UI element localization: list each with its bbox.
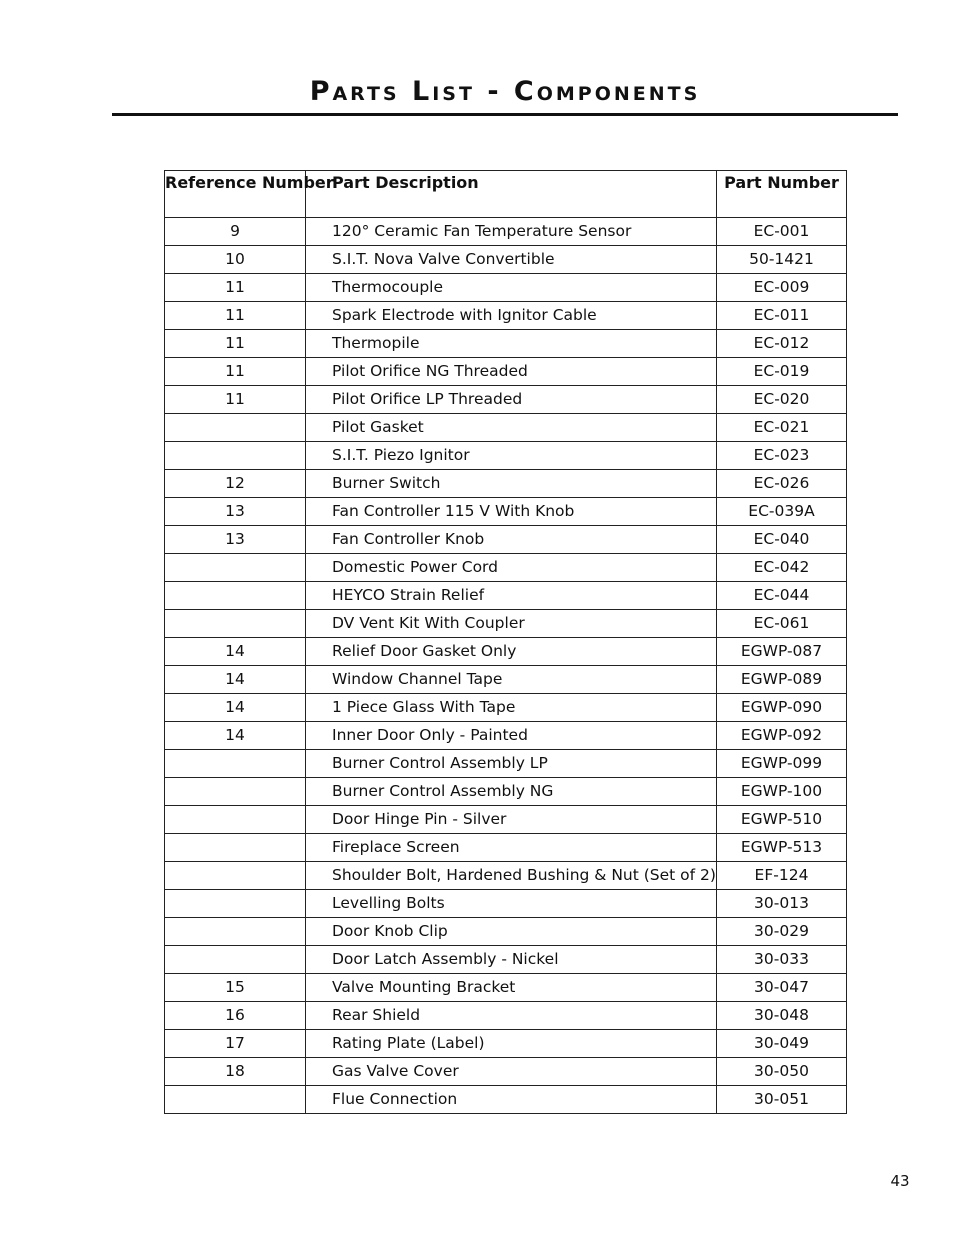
reference-cell bbox=[165, 946, 306, 974]
table-row bbox=[165, 442, 847, 470]
part-number-cell: EC-044 bbox=[717, 582, 847, 610]
table-row bbox=[165, 806, 847, 834]
table-row bbox=[165, 358, 847, 386]
table-row bbox=[165, 330, 847, 358]
reference-cell: 11 bbox=[165, 330, 306, 358]
reference-cell bbox=[165, 806, 306, 834]
part-number-cell: EGWP-089 bbox=[717, 666, 847, 694]
description-cell: Fan Controller 115 V With Knob bbox=[306, 498, 717, 526]
description-cell: Domestic Power Cord bbox=[306, 554, 717, 582]
description-cell: Thermopile bbox=[306, 330, 717, 358]
part-number-cell: EGWP-513 bbox=[717, 834, 847, 862]
parts-table-body bbox=[165, 218, 847, 1114]
part-number-cell: EC-020 bbox=[717, 386, 847, 414]
part-number-cell: EC-009 bbox=[717, 274, 847, 302]
part-number-cell: EGWP-510 bbox=[717, 806, 847, 834]
description-cell: Inner Door Only - Painted bbox=[306, 722, 717, 750]
table-row bbox=[165, 414, 847, 442]
reference-cell bbox=[165, 834, 306, 862]
table-row bbox=[165, 638, 847, 666]
reference-cell: 18 bbox=[165, 1058, 306, 1086]
header-reference-number: Reference Number bbox=[165, 171, 306, 218]
reference-cell: 14 bbox=[165, 638, 306, 666]
part-number-cell: EC-026 bbox=[717, 470, 847, 498]
reference-cell: 11 bbox=[165, 274, 306, 302]
table-row bbox=[165, 582, 847, 610]
part-number-cell: 30-029 bbox=[717, 918, 847, 946]
description-cell: Burner Control Assembly NG bbox=[306, 778, 717, 806]
reference-cell: 12 bbox=[165, 470, 306, 498]
parts-table bbox=[164, 170, 847, 1114]
part-number-cell: EGWP-090 bbox=[717, 694, 847, 722]
part-number-cell: EC-001 bbox=[717, 218, 847, 246]
description-cell: S.I.T. Piezo Ignitor bbox=[306, 442, 717, 470]
description-cell: Fireplace Screen bbox=[306, 834, 717, 862]
reference-cell bbox=[165, 750, 306, 778]
part-number-cell: 30-050 bbox=[717, 1058, 847, 1086]
description-cell: DV Vent Kit With Coupler bbox=[306, 610, 717, 638]
table-row bbox=[165, 946, 847, 974]
part-number-cell: EGWP-099 bbox=[717, 750, 847, 778]
part-number-cell: 30-049 bbox=[717, 1030, 847, 1058]
description-cell: Spark Electrode with Ignitor Cable bbox=[306, 302, 717, 330]
table-header-row bbox=[165, 171, 847, 218]
description-cell: Pilot Orifice NG Threaded bbox=[306, 358, 717, 386]
table-row bbox=[165, 610, 847, 638]
reference-cell: 15 bbox=[165, 974, 306, 1002]
header-part-number: Part Number bbox=[717, 171, 847, 218]
reference-cell: 14 bbox=[165, 666, 306, 694]
reference-cell: 11 bbox=[165, 358, 306, 386]
description-cell: Door Knob Clip bbox=[306, 918, 717, 946]
reference-cell: 14 bbox=[165, 722, 306, 750]
table-row bbox=[165, 386, 847, 414]
part-number-cell: EC-011 bbox=[717, 302, 847, 330]
part-number-cell: EC-019 bbox=[717, 358, 847, 386]
part-number-cell: 30-047 bbox=[717, 974, 847, 1002]
description-cell: Burner Switch bbox=[306, 470, 717, 498]
part-number-cell: EGWP-100 bbox=[717, 778, 847, 806]
description-cell: Valve Mounting Bracket bbox=[306, 974, 717, 1002]
table-row bbox=[165, 890, 847, 918]
description-cell: Burner Control Assembly LP bbox=[306, 750, 717, 778]
reference-cell bbox=[165, 778, 306, 806]
part-number-cell: 30-051 bbox=[717, 1086, 847, 1114]
part-number-cell: EC-040 bbox=[717, 526, 847, 554]
table-row bbox=[165, 554, 847, 582]
description-cell: Rear Shield bbox=[306, 1002, 717, 1030]
reference-cell bbox=[165, 414, 306, 442]
table-row bbox=[165, 302, 847, 330]
description-cell: 1 Piece Glass With Tape bbox=[306, 694, 717, 722]
description-cell: Thermocouple bbox=[306, 274, 717, 302]
description-cell: Shoulder Bolt, Hardened Bushing & Nut (Set of 2) bbox=[306, 862, 717, 890]
reference-cell bbox=[165, 442, 306, 470]
table-row bbox=[165, 1058, 847, 1086]
reference-cell bbox=[165, 890, 306, 918]
description-cell: HEYCO Strain Relief bbox=[306, 582, 717, 610]
description-cell: Flue Connection bbox=[306, 1086, 717, 1114]
table-row bbox=[165, 526, 847, 554]
description-cell: Window Channel Tape bbox=[306, 666, 717, 694]
table-row bbox=[165, 666, 847, 694]
table-row bbox=[165, 694, 847, 722]
description-cell: Relief Door Gasket Only bbox=[306, 638, 717, 666]
reference-cell bbox=[165, 610, 306, 638]
reference-cell bbox=[165, 582, 306, 610]
description-cell: Pilot Gasket bbox=[306, 414, 717, 442]
part-number-cell: EC-039A bbox=[717, 498, 847, 526]
reference-cell: 10 bbox=[165, 246, 306, 274]
reference-cell: 17 bbox=[165, 1030, 306, 1058]
table-row bbox=[165, 1030, 847, 1058]
table-row bbox=[165, 1086, 847, 1114]
part-number-cell: EC-012 bbox=[717, 330, 847, 358]
table-row bbox=[165, 862, 847, 890]
reference-cell: 14 bbox=[165, 694, 306, 722]
part-number-cell: 30-048 bbox=[717, 1002, 847, 1030]
table-row bbox=[165, 722, 847, 750]
reference-cell bbox=[165, 918, 306, 946]
reference-cell: 9 bbox=[165, 218, 306, 246]
reference-cell bbox=[165, 862, 306, 890]
part-number-cell: 50-1421 bbox=[717, 246, 847, 274]
reference-cell bbox=[165, 554, 306, 582]
reference-cell: 13 bbox=[165, 498, 306, 526]
reference-cell: 11 bbox=[165, 302, 306, 330]
table-row bbox=[165, 974, 847, 1002]
part-number-cell: EGWP-092 bbox=[717, 722, 847, 750]
description-cell: Levelling Bolts bbox=[306, 890, 717, 918]
description-cell: S.I.T. Nova Valve Convertible bbox=[306, 246, 717, 274]
table-row bbox=[165, 498, 847, 526]
part-number-cell: EC-042 bbox=[717, 554, 847, 582]
reference-cell: 13 bbox=[165, 526, 306, 554]
description-cell: 120° Ceramic Fan Temperature Sensor bbox=[306, 218, 717, 246]
table-row bbox=[165, 750, 847, 778]
part-number-cell: 30-033 bbox=[717, 946, 847, 974]
part-number-cell: EF-124 bbox=[717, 862, 847, 890]
table-row bbox=[165, 918, 847, 946]
page-title: Parts List - Components bbox=[309, 76, 701, 107]
description-cell: Fan Controller Knob bbox=[306, 526, 717, 554]
title-underline bbox=[112, 113, 898, 116]
description-cell: Gas Valve Cover bbox=[306, 1058, 717, 1086]
page-number: 43 bbox=[890, 1172, 910, 1190]
description-cell: Door Latch Assembly - Nickel bbox=[306, 946, 717, 974]
description-cell: Door Hinge Pin - Silver bbox=[306, 806, 717, 834]
part-number-cell: EC-061 bbox=[717, 610, 847, 638]
description-cell: Pilot Orifice LP Threaded bbox=[306, 386, 717, 414]
description-cell: Rating Plate (Label) bbox=[306, 1030, 717, 1058]
part-number-cell: EC-021 bbox=[717, 414, 847, 442]
table-row bbox=[165, 778, 847, 806]
table-row bbox=[165, 834, 847, 862]
reference-cell: 11 bbox=[165, 386, 306, 414]
part-number-cell: EGWP-087 bbox=[717, 638, 847, 666]
table-row bbox=[165, 246, 847, 274]
reference-cell bbox=[165, 1086, 306, 1114]
table-row bbox=[165, 218, 847, 246]
table-row bbox=[165, 470, 847, 498]
table-row bbox=[165, 1002, 847, 1030]
part-number-cell: EC-023 bbox=[717, 442, 847, 470]
table-row bbox=[165, 274, 847, 302]
reference-cell: 16 bbox=[165, 1002, 306, 1030]
header-part-description: Part Description bbox=[306, 171, 717, 218]
part-number-cell: 30-013 bbox=[717, 890, 847, 918]
